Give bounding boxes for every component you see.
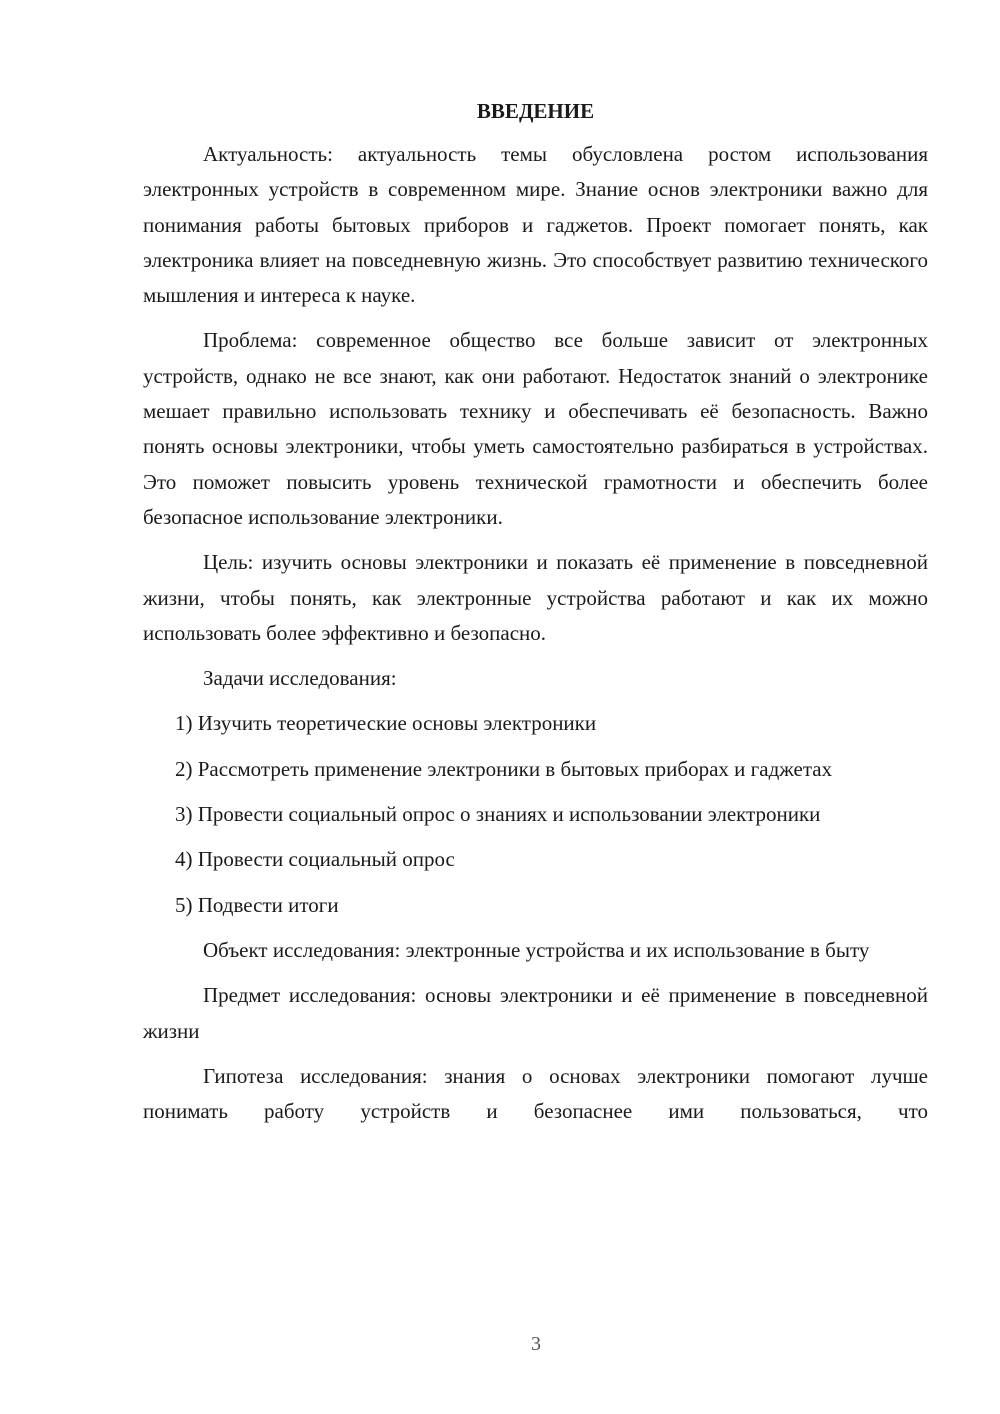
task-item-2: 2) Рассмотреть применение электроники в бытовых приборах и гаджетах xyxy=(175,756,833,781)
task-item-4: 4) Провести социальный опрос xyxy=(175,847,455,872)
section-title: ВВЕДЕНИЕ xyxy=(476,99,595,123)
document-page xyxy=(143,94,928,1129)
problem-paragraph: Проблема: современное общество все больше зависит от электронных устройств, однако не все знают, как они работают. Недостаток знаний о электронике мешает правильно использовать технику и обеспечивать её безопасность. Важно понять основы электроники, чтобы уметь самостоятельно разбираться в устройствах. Это поможет повысить уровень технической грамотности и обеспечить более безопасное использование электроники. xyxy=(143,328,928,529)
relevance-paragraph: Актуальность: актуальность темы обусловлена ростом использования электронных устройств в современном мире. Знание основ электроники важно для понимания работы бытовых приборов и гаджетов. Проект помогает понять, как электроника влияет на повседневную жизнь. Это способствует развитию технического мышления и интереса к науке. xyxy=(143,142,928,308)
task-item-5: 5) Подвести итоги xyxy=(175,892,339,917)
research-subject-paragraph: Предмет исследования: основы электроники и её применение в повседневной жизни xyxy=(143,983,928,1043)
task-item-1: 1) Изучить теоретические основы электроники xyxy=(175,711,597,736)
page-number: 3 xyxy=(531,1333,541,1355)
goal-paragraph: Цель: изучить основы электроники и показать её применение в повседневной жизни, чтобы понять, как электронные устройства работают и как их можно использовать более эффективно и безопасно. xyxy=(143,550,928,645)
research-object-paragraph: Объект исследования: электронные устройства и их использование в быту xyxy=(203,937,870,962)
hypothesis-paragraph: Гипотеза исследования: знания о основах электроники помогают лучше понимать работу устройств и безопаснее ими пользоваться, что xyxy=(143,1063,928,1124)
tasks-heading: Задачи исследования: xyxy=(203,666,397,691)
task-item-3: 3) Провести социальный опрос о знаниях и использовании электроники xyxy=(175,802,821,827)
